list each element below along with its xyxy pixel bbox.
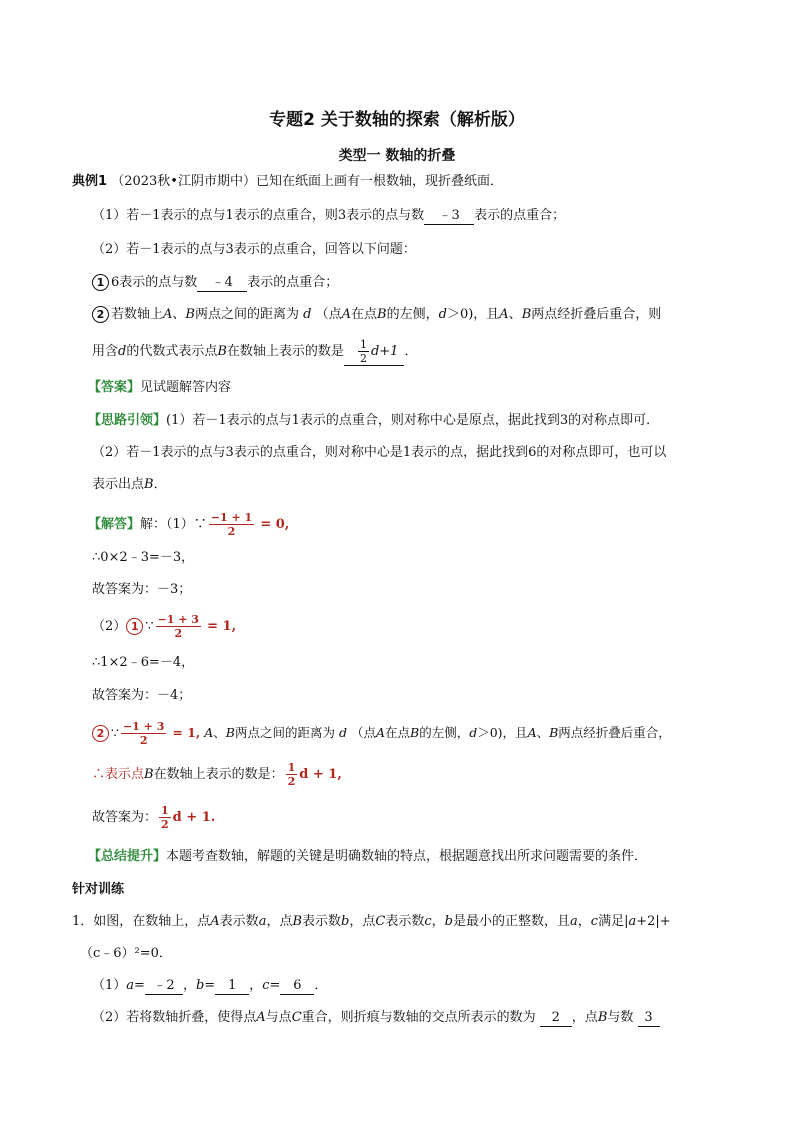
- frac-num: −1 + 3: [122, 720, 165, 733]
- var-a: A: [163, 307, 173, 322]
- text: =: [134, 978, 145, 993]
- var: b: [444, 914, 453, 929]
- practice-q2: [92, 1008, 660, 1028]
- solution-line3: 故答案为：－3；: [92, 582, 192, 597]
- frac-num: 1: [359, 338, 367, 351]
- var-a: A: [256, 1010, 266, 1025]
- example-sub2-line1: [92, 305, 661, 325]
- var-d: d: [118, 344, 127, 359]
- text: 在数轴上表示的数是: [226, 344, 344, 359]
- q2-blank-b: 3: [638, 1010, 660, 1027]
- frac-den: 2: [161, 818, 169, 831]
- circled-number-icon: 2: [92, 306, 109, 323]
- sub1-answer-blank: ﹣4: [197, 275, 247, 292]
- math-rest: d + 1.: [172, 810, 216, 825]
- text: 与数: [607, 1010, 634, 1025]
- circled-number-icon: 2: [92, 725, 109, 742]
- var-b: B: [521, 307, 532, 322]
- text: ，点: [266, 914, 293, 929]
- text: ，点: [349, 914, 376, 929]
- var-b: B: [292, 914, 303, 929]
- text: 的左侧，: [386, 307, 439, 322]
- math-rest: = 1,: [207, 619, 237, 634]
- solution-line9: [92, 803, 215, 833]
- fraction: [286, 761, 298, 788]
- frac-num: −1 + 3: [157, 613, 199, 626]
- text: 重合，则折痕与数轴的交点所表示的数为: [301, 1010, 536, 1025]
- example-q2: （2）若－1表示的点与3表示的点重合，回答以下问题：: [92, 242, 416, 257]
- practice-p1-line2: （c﹣6）²=0．: [80, 946, 172, 961]
- frac-den: 2: [174, 627, 183, 640]
- var-c: C: [291, 1010, 302, 1025]
- q1-blank-b: 1: [215, 978, 249, 995]
- blank-tail: d+1: [370, 344, 399, 359]
- var-b: B: [377, 307, 387, 322]
- var-d: d: [338, 725, 347, 740]
- example-q1: [92, 206, 565, 226]
- summary-line: [88, 847, 647, 867]
- text: =: [204, 978, 216, 993]
- text: ，: [577, 914, 591, 929]
- var-b: B: [144, 767, 154, 782]
- example-sub1: [92, 273, 338, 293]
- q1-answer-blank: ﹣3: [424, 208, 474, 225]
- summary-text: 本题考查数轴，解题的关键是明确数轴的特点，根据题意找出所求问题需要的条件．: [166, 849, 648, 864]
- text: 、: [213, 725, 226, 740]
- var-b: B: [597, 1010, 608, 1025]
- text: 两点经折叠后重合，: [558, 725, 671, 740]
- text: ∵: [145, 619, 154, 634]
- var: a: [258, 914, 267, 929]
- text: ∵: [111, 725, 119, 740]
- text: ∴表示点: [92, 767, 145, 782]
- fraction: [358, 338, 369, 365]
- sub2-answer-blank: [344, 338, 405, 366]
- text: ，: [249, 978, 263, 993]
- q2-blank-a: 2: [540, 1010, 572, 1027]
- var-a: A: [341, 307, 352, 322]
- text: 若数轴上: [111, 307, 164, 322]
- text: ．: [404, 344, 418, 359]
- text: （点: [315, 307, 342, 322]
- frac-den: 2: [359, 352, 367, 365]
- fraction: [156, 613, 201, 640]
- fraction: [121, 720, 166, 747]
- text: 表示数: [302, 914, 342, 929]
- math-rest: d + 1,: [299, 767, 342, 782]
- text: 用含: [92, 344, 119, 359]
- answer-line: [88, 378, 231, 398]
- var: c: [262, 978, 270, 993]
- math-rest: = 0,: [260, 517, 290, 532]
- var-b: B: [410, 725, 420, 740]
- text: ，: [431, 914, 445, 929]
- var-b: B: [185, 307, 195, 322]
- hint-text1: (1）若－1表示的点与1表示的点重合，则对称中心是原点，据此找到3的对称点即可．: [166, 413, 660, 428]
- text: 表示数: [219, 914, 259, 929]
- solution-line2: ∴0×2﹣3=－3，: [92, 550, 195, 565]
- circled-number-icon: 1: [92, 274, 109, 291]
- text: ．: [153, 477, 167, 492]
- var-a: A: [375, 725, 385, 740]
- var-a: A: [527, 725, 537, 740]
- var-b: B: [225, 725, 235, 740]
- practice-q1: [92, 976, 327, 996]
- var-c: C: [375, 914, 386, 929]
- var: a: [570, 914, 578, 929]
- text: 的代数式表示点: [126, 344, 218, 359]
- q1-text-a: （1）若－1表示的点与1表示的点重合，则3表示的点与数: [92, 208, 425, 223]
- frac-num: 1: [161, 804, 169, 817]
- text: 解：（1）∵: [140, 517, 207, 532]
- text: 两点之间的距离为: [234, 725, 335, 740]
- text: 故答案为：: [92, 810, 158, 825]
- frac-num: 1: [287, 761, 296, 774]
- text: （2）: [92, 619, 127, 634]
- text: =: [269, 978, 281, 993]
- solution-line8: [92, 760, 342, 790]
- q1-blank-a: ﹣2: [145, 978, 183, 995]
- hint-line3: [92, 475, 167, 495]
- text: 表示数: [385, 914, 425, 929]
- example-sub2-line2: [92, 338, 417, 366]
- text: 、: [172, 307, 186, 322]
- example-intro-line: [72, 172, 503, 192]
- q1-blank-c: 6: [280, 978, 314, 995]
- frac-den: 2: [287, 775, 296, 788]
- var: b: [341, 914, 350, 929]
- text: 两点之间的距离为: [194, 307, 299, 322]
- frac-den: 2: [139, 734, 148, 747]
- text: +2|+: [636, 914, 671, 929]
- var: a: [628, 914, 637, 929]
- solution-line4: [92, 612, 236, 642]
- text: 在点: [351, 307, 378, 322]
- answer-text: 见试题解答内容: [140, 380, 232, 395]
- text: （2）若将数轴折叠，使得点: [92, 1010, 257, 1025]
- var-d: d: [438, 307, 447, 322]
- var: c: [590, 914, 599, 929]
- var-a: A: [210, 914, 220, 929]
- fraction: [209, 511, 254, 538]
- text: 是最小的正整数，且: [452, 914, 570, 929]
- sub1-text-b: 表示的点重合；: [247, 275, 339, 290]
- example-label: 典例1: [72, 174, 108, 189]
- text: 在点: [384, 725, 410, 740]
- solution-line7: [92, 718, 671, 748]
- solution-label: 【解答】: [88, 517, 141, 532]
- text: 与点: [265, 1010, 292, 1025]
- hint-line2: （2）若－1表示的点与3表示的点重合，则对称中心是1表示的点，据此找到6的对称点即可，也可以: [92, 445, 667, 460]
- practice-label: 针对训练: [72, 882, 125, 897]
- var-d: d: [469, 725, 478, 740]
- var-a: A: [204, 725, 214, 740]
- fraction: [159, 804, 171, 831]
- text: 、: [536, 725, 550, 740]
- text: 表示出点: [92, 477, 145, 492]
- text: ＞0)，且: [446, 307, 500, 322]
- solution-line5: ∴1×2﹣6=－4，: [92, 655, 195, 670]
- circled-number-icon: 1: [126, 618, 143, 635]
- solution-line1: [88, 510, 289, 540]
- text: 两点经折叠后重合，则: [531, 307, 662, 322]
- text: ＞0)，且: [477, 725, 528, 740]
- frac-den: 2: [227, 525, 236, 538]
- summary-label: 【总结提升】: [88, 849, 167, 864]
- hint-line1: [88, 411, 659, 431]
- answer-label: 【答案】: [88, 380, 141, 395]
- practice-p1-line1: [72, 912, 671, 932]
- text: ．: [314, 978, 328, 993]
- math-rest: = 1,: [172, 725, 201, 740]
- hint-label: 【思路引领】: [88, 413, 167, 428]
- var-b: B: [217, 344, 227, 359]
- sub1-text-a: 6表示的点与数: [111, 275, 198, 290]
- text: （点: [350, 725, 376, 740]
- text: 在数轴上表示的数是：: [153, 767, 284, 782]
- text: 1．如图，在数轴上，点: [72, 914, 211, 929]
- q1-text-b: 表示的点重合；: [474, 208, 566, 223]
- text: 满足|: [598, 914, 629, 929]
- text: （1）: [92, 978, 127, 993]
- text: ，点: [571, 1010, 598, 1025]
- frac-num: −1 + 1: [210, 511, 253, 524]
- var-b: B: [549, 725, 559, 740]
- var-a: A: [499, 307, 509, 322]
- solution-line6: 故答案为：－4；: [92, 688, 192, 703]
- var: c: [424, 914, 432, 929]
- text: 的左侧，: [419, 725, 470, 740]
- example-intro: （2023秋•江阴市期中）已知在纸面上画有一根数轴，现折叠纸面．: [111, 174, 503, 189]
- var: a: [126, 978, 135, 993]
- text: ，: [182, 978, 196, 993]
- var-d: d: [303, 307, 312, 322]
- var: b: [195, 978, 205, 993]
- section-subtitle: 类型一 数轴的折叠: [338, 148, 456, 164]
- page-title: 专题2 关于数轴的探索（解析版）: [269, 110, 525, 130]
- var-b: B: [144, 477, 154, 492]
- text: 、: [508, 307, 522, 322]
